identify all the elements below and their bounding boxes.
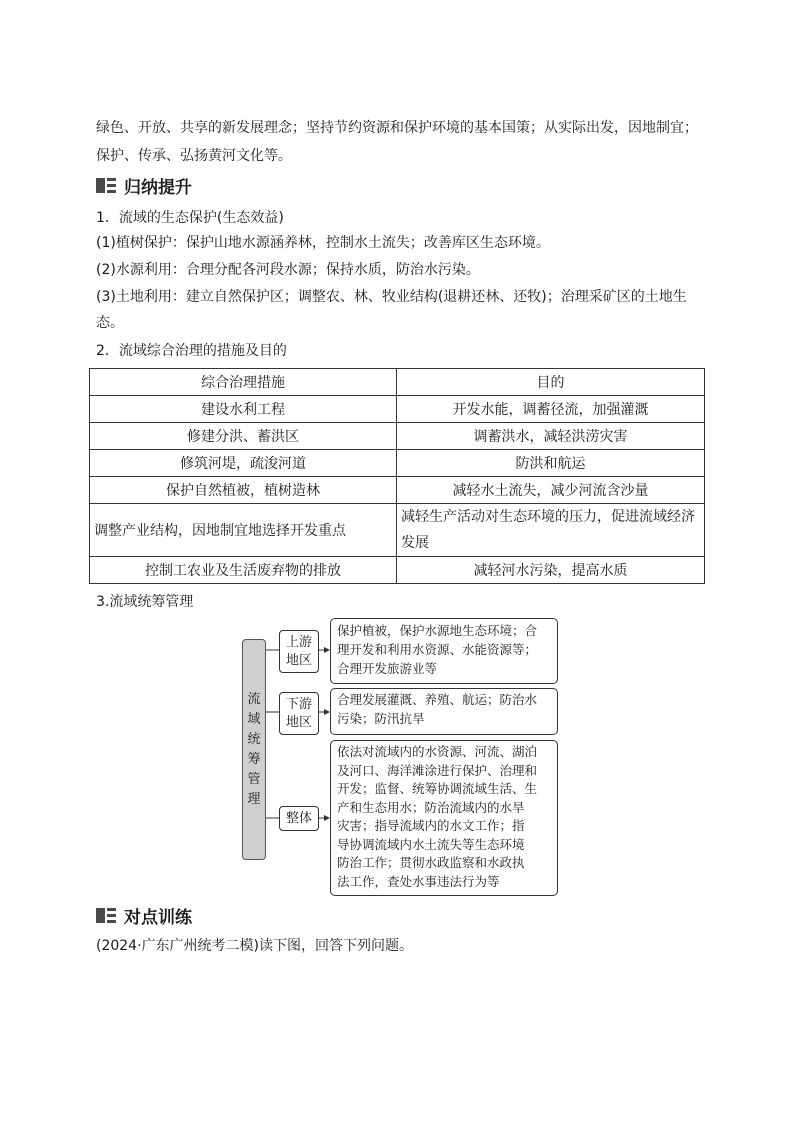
whole-detail-line: 灾害；指导流域内的水文工作；指 bbox=[337, 818, 525, 833]
item2-title: 2．流域综合治理的措施及目的 bbox=[96, 343, 287, 359]
downstream-label-line: 下游 bbox=[285, 696, 312, 712]
intro-line-2: 保护、传承、弘扬黄河文化等。 bbox=[96, 148, 292, 164]
table-cell-purpose: 防洪和航运 bbox=[397, 450, 705, 477]
upstream-detail-line: 合理开发旅游业等 bbox=[337, 661, 438, 676]
downstream-detail-line: 污染；防汛抗旱 bbox=[337, 711, 425, 726]
whole-detail-line: 防治工作；贯彻水政监察和水政执 bbox=[337, 855, 525, 870]
diagram-root-box bbox=[242, 639, 266, 860]
section-title: 对点训练 bbox=[124, 908, 192, 928]
whole-detail-line: 开发；监督、统筹协调流域生活、生 bbox=[337, 781, 538, 796]
table-cell-measure: 保护自然植被，植树造林 bbox=[90, 477, 397, 504]
whole-detail-line: 及河口、海洋滩涂进行保护、治理和 bbox=[337, 762, 538, 778]
root-char: 域 bbox=[247, 711, 261, 727]
whole-detail-line: 依法对流域内的水资源、河流、湖泊 bbox=[337, 744, 538, 759]
root-char: 管 bbox=[247, 771, 261, 787]
intro-line-1: 绿色、开放、共享的新发展理念；坚持节约资源和保护环境的基本国策；从实际出发，因地制宜； bbox=[96, 120, 698, 136]
upstream-detail-line: 理开发和利用水资源、水能资源等； bbox=[337, 642, 538, 657]
table-cell-purpose: 减轻水土流失，减少河流含沙量 bbox=[397, 477, 705, 504]
table-header-cell: 目的 bbox=[397, 369, 705, 396]
downstream-detail-box bbox=[330, 688, 558, 735]
upstream-detail-box bbox=[330, 618, 558, 684]
section-heading-practice bbox=[96, 903, 192, 928]
upstream-label-box bbox=[279, 630, 319, 673]
table-header-cell: 综合治理措施 bbox=[90, 369, 397, 396]
root-char: 流 bbox=[247, 691, 261, 707]
item1-point-1: (1)植树保护：保护山地水源涵养林，控制水土流失；改善库区生态环境。 bbox=[96, 235, 550, 251]
upstream-label-line: 上游 bbox=[285, 634, 312, 650]
whole-detail-box bbox=[330, 740, 558, 896]
whole-detail-line: 产和生态用水；防治流域内的水旱 bbox=[337, 799, 525, 815]
table-cell-measure: 修建分洪、蓄洪区 bbox=[90, 423, 397, 450]
table-cell-purpose: 开发水能，调蓄径流，加强灌溉 bbox=[397, 396, 705, 423]
table-cell-measure: 建设水利工程 bbox=[90, 396, 397, 423]
downstream-label-line: 地区 bbox=[285, 714, 312, 730]
downstream-detail-line: 合理发展灌溉、养殖、航运；防治水 bbox=[337, 692, 538, 707]
item1-point-3: (3)土地利用：建立自然保护区；调整农、林、牧业结构(退耕还林、还牧)；治理采矿区的土地生 bbox=[96, 289, 687, 305]
whole-detail-line: 导协调流域内水土流失等生态环境 bbox=[337, 836, 525, 852]
table-cell-measure: 修筑河堤，疏浚河道 bbox=[90, 450, 397, 477]
question-prompt: (2024·广东广州统考二模)读下图，回答下列问题。 bbox=[96, 938, 414, 954]
table-cell-purpose-line: 减轻生产活动对生态环境的压力，促进流域经济 bbox=[401, 509, 695, 525]
section-title: 归纳提升 bbox=[124, 178, 192, 198]
root-char: 理 bbox=[247, 791, 261, 807]
downstream-label-box bbox=[279, 692, 319, 735]
table-cell-measure: 调整产业结构，因地制宜地选择开发重点 bbox=[90, 504, 397, 557]
item3-title: 3.流域统筹管理 bbox=[96, 594, 194, 610]
table-cell-purpose: 调蓄洪水，减轻洪涝灾害 bbox=[397, 423, 705, 450]
root-char: 统 bbox=[247, 731, 261, 747]
item1-point-3-cont: 态。 bbox=[96, 315, 124, 331]
table-cell-measure: 控制工农业及生活废弃物的排放 bbox=[90, 557, 397, 584]
whole-detail-line: 法工作，查处水事违法行为等 bbox=[337, 873, 500, 889]
table-cell-purpose: 减轻河水污染，提高水质 bbox=[397, 557, 705, 584]
whole-label: 整体 bbox=[285, 810, 312, 826]
upstream-detail-line: 保护植被，保护水源地生态环境；合 bbox=[337, 623, 538, 638]
whole-label-box bbox=[279, 806, 319, 831]
table-cell-purpose-line: 发展 bbox=[401, 535, 429, 551]
item1-point-2: (2)水源利用：合理分配各河段水源；保持水质，防治水污染。 bbox=[96, 262, 480, 278]
upstream-label-line: 地区 bbox=[285, 652, 312, 668]
item1-title: 1．流域的生态保护(生态效益) bbox=[96, 210, 284, 226]
section-bar-icon bbox=[96, 908, 116, 923]
root-char: 筹 bbox=[247, 751, 261, 767]
